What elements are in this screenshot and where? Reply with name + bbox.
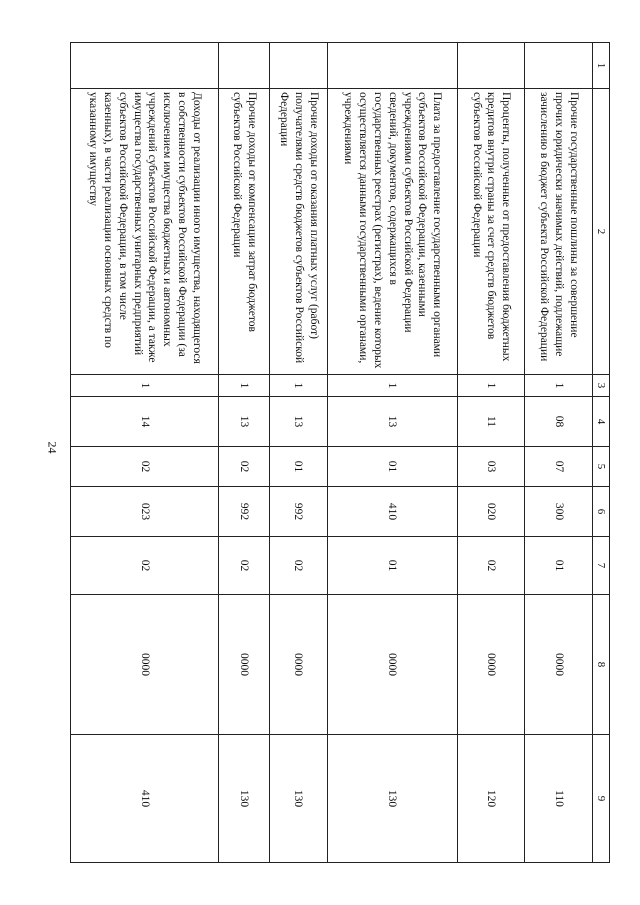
page-number: 24 [45, 441, 60, 454]
code-part-3: 1 [457, 375, 525, 397]
row-number-cell [457, 43, 525, 89]
code-part-6: 300 [525, 487, 593, 537]
code-part-8: 0000 [219, 595, 270, 735]
income-description: Прочие доходы от оказания платных услуг (работ) получателями средств бюджетов субъектов Российской Федерации [269, 89, 327, 375]
income-description: Прочие доходы от компенсации затрат бюджетов субъектов Российской Федерации [219, 89, 270, 375]
code-part-9: 110 [525, 735, 593, 863]
code-part-4: 08 [525, 397, 593, 447]
code-part-5: 01 [327, 447, 457, 487]
code-part-4: 13 [219, 397, 270, 447]
code-part-3: 1 [219, 375, 270, 397]
code-part-3: 1 [71, 375, 219, 397]
header-cell: 8 [593, 595, 610, 735]
code-part-9: 120 [457, 735, 525, 863]
code-part-7: 02 [269, 537, 327, 595]
code-part-5: 01 [269, 447, 327, 487]
table-row [457, 43, 525, 863]
table-row [71, 43, 219, 863]
code-part-6: 992 [269, 487, 327, 537]
row-number-cell [525, 43, 593, 89]
code-part-8: 0000 [525, 595, 593, 735]
row-number-cell [219, 43, 270, 89]
row-number-cell [327, 43, 457, 89]
income-description: Прочие государственные пошлины за совершение прочих юридически значимых действий, подлежащие зачислению в бюджет субъекта Российской Федерации [525, 89, 593, 375]
code-part-4: 14 [71, 397, 219, 447]
code-part-5: 02 [71, 447, 219, 487]
code-part-6: 023 [71, 487, 219, 537]
code-part-7: 01 [525, 537, 593, 595]
header-row [593, 43, 610, 863]
code-part-9: 130 [219, 735, 270, 863]
header-cell: 7 [593, 537, 610, 595]
income-description: Проценты, полученные от предоставления бюджетных кредитов внутри страны за счет средств бюджетов субъектов Российской Федерации [457, 89, 525, 375]
header-cell: 4 [593, 397, 610, 447]
code-part-9: 410 [71, 735, 219, 863]
code-part-7: 02 [457, 537, 525, 595]
code-part-6: 410 [327, 487, 457, 537]
code-part-7: 02 [71, 537, 219, 595]
code-part-5: 02 [219, 447, 270, 487]
code-part-3: 1 [525, 375, 593, 397]
row-number-cell [71, 43, 219, 89]
code-part-4: 11 [457, 397, 525, 447]
table-row [525, 43, 593, 863]
code-part-7: 02 [219, 537, 270, 595]
row-number-cell [269, 43, 327, 89]
table-row [269, 43, 327, 863]
code-part-8: 0000 [457, 595, 525, 735]
header-cell: 3 [593, 375, 610, 397]
code-part-8: 0000 [269, 595, 327, 735]
income-description: Плата за предоставление государственными органами субъектов Российской Федерации, казенными учреждениями субъектов Российской Федерации сведений, документов, содержащихся в государственных реестрах (регистрах), ведение которых осуществляется данными государственными органами, учреждениями [327, 89, 457, 375]
code-part-9: 130 [327, 735, 457, 863]
code-part-6: 020 [457, 487, 525, 537]
income-codes-table [70, 42, 610, 863]
header-cell: 1 [593, 43, 610, 89]
header-cell: 5 [593, 447, 610, 487]
code-part-3: 1 [327, 375, 457, 397]
code-part-5: 07 [525, 447, 593, 487]
code-part-8: 0000 [327, 595, 457, 735]
code-part-7: 01 [327, 537, 457, 595]
code-part-3: 1 [269, 375, 327, 397]
table-row [219, 43, 270, 863]
code-part-5: 03 [457, 447, 525, 487]
header-cell: 9 [593, 735, 610, 863]
header-cell: 2 [593, 89, 610, 375]
code-part-4: 13 [327, 397, 457, 447]
rotated-table-container [70, 42, 610, 862]
code-part-9: 130 [269, 735, 327, 863]
income-description: Доходы от реализации иного имущества, находящегося в собственности субъектов Российской Федерации (за исключением имущества бюджетных и автономных учреждений субъектов Российской Федерации, а также имущества государственных унитарных предприятий субъектов Российской Федерации, в том числе казенных), в части реализации основных средств по указанному имуществу [71, 89, 219, 375]
code-part-6: 992 [219, 487, 270, 537]
code-part-8: 0000 [71, 595, 219, 735]
table-row [327, 43, 457, 863]
header-cell: 6 [593, 487, 610, 537]
code-part-4: 13 [269, 397, 327, 447]
